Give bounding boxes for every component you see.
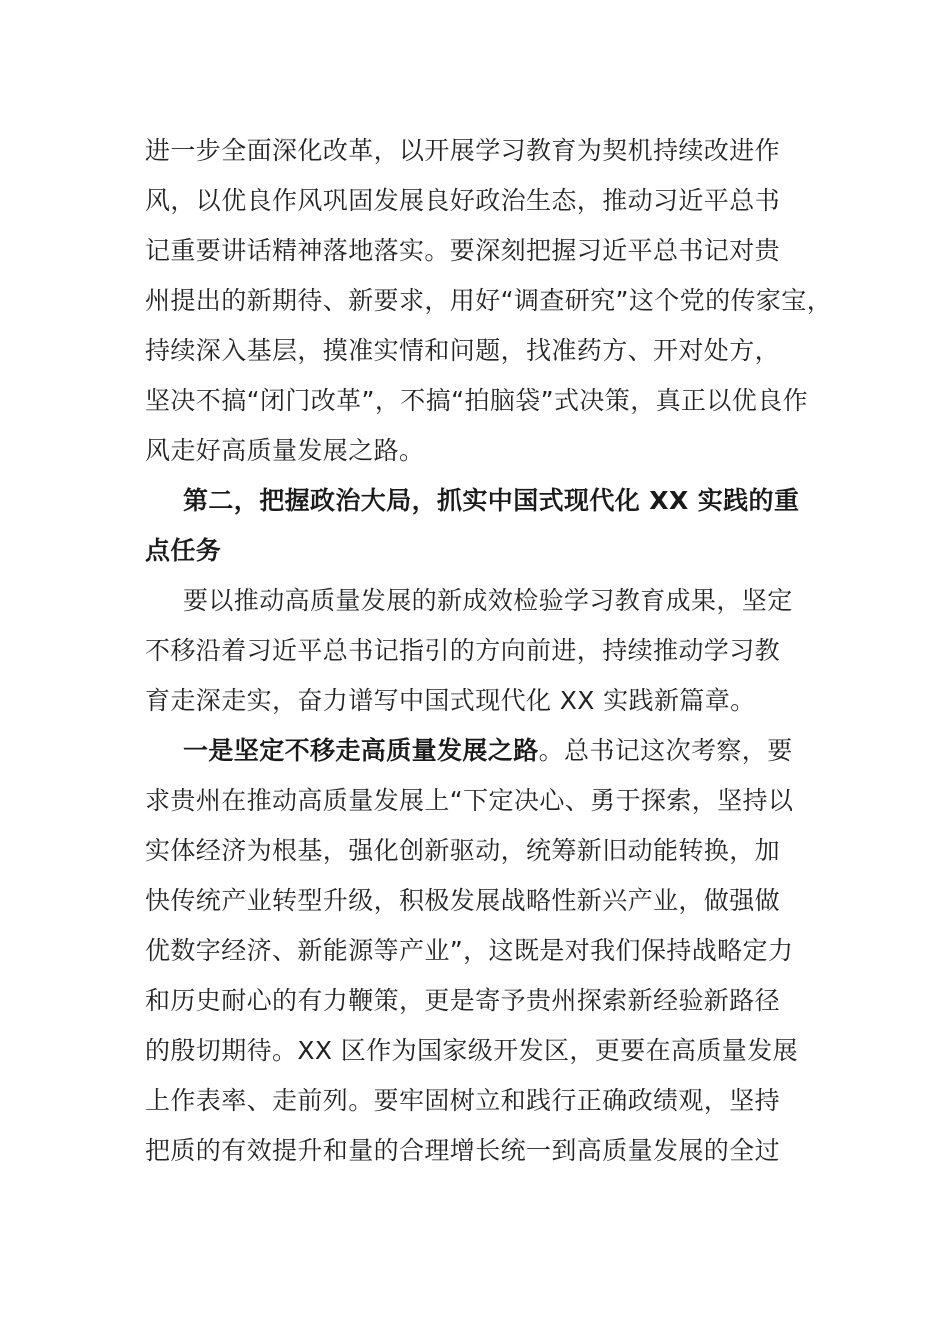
paragraph-line: 不移沿着习近平总书记指引的方向前进，持续推动学习教: [145, 636, 781, 665]
body-line: 记重要讲话精神落地落实。要深刻把握习近平总书记对贵: [145, 236, 781, 265]
paragraph-lead-line: [183, 726, 793, 776]
body-line: 州提出的新期待、新要求，用好“调查研究”这个党的传家宝，: [145, 286, 833, 315]
paragraph-line: 快传统产业转型升级，积极发展战略性新兴产业，做强做: [145, 886, 781, 915]
body-line: 进一步全面深化改革，以开展学习教育为契机持续改进作: [145, 136, 781, 165]
body-line: 风走好高质量发展之路。: [145, 436, 425, 465]
paragraph-line: 育走深走实，奋力谱写中国式现代化 XX 实践新篇章。: [145, 686, 756, 715]
paragraph-line: 的殷切期待。XX 区作为国家级开发区，更要在高质量发展: [145, 1036, 799, 1065]
section-heading: 第二，把握政治大局，抓实中国式现代化 XX 实践的重: [183, 486, 800, 515]
paragraph-line: 优数字经济、新能源等产业”，这既是对我们保持战略定力: [145, 936, 794, 965]
section-heading-continued: 点任务: [145, 536, 222, 565]
paragraph-line: 要以推动高质量发展的新成效检验学习教育成果，坚定: [183, 586, 793, 615]
paragraph-lead-bold: 一是坚定不移走高质量发展之路: [183, 736, 539, 765]
body-line: 风，以优良作风巩固发展良好政治生态，推动习近平总书: [145, 186, 781, 215]
paragraph-line: 和历史耐心的有力鞭策，更是寄予贵州探索新经验新路径: [145, 986, 781, 1015]
paragraph-lead-text: 。总书记这次考察，要: [538, 736, 793, 765]
paragraph-line: 把质的有效提升和量的合理增长统一到高质量发展的全过: [145, 1136, 781, 1165]
body-line: 坚决不搞“闭门改革”，不搞“拍脑袋”式决策，真正以优良作: [145, 386, 809, 415]
paragraph-line: 上作表率、走前列。要牢固树立和践行正确政绩观，坚持: [145, 1086, 781, 1115]
body-line: 持续深入基层，摸准实情和问题，找准药方、开对处方，: [145, 336, 781, 365]
paragraph-line: 实体经济为根基，强化创新驱动，统筹新旧动能转换，加: [145, 836, 781, 865]
paragraph-line: 求贵州在推动高质量发展上“下定决心、勇于探索，坚持以: [145, 786, 794, 815]
